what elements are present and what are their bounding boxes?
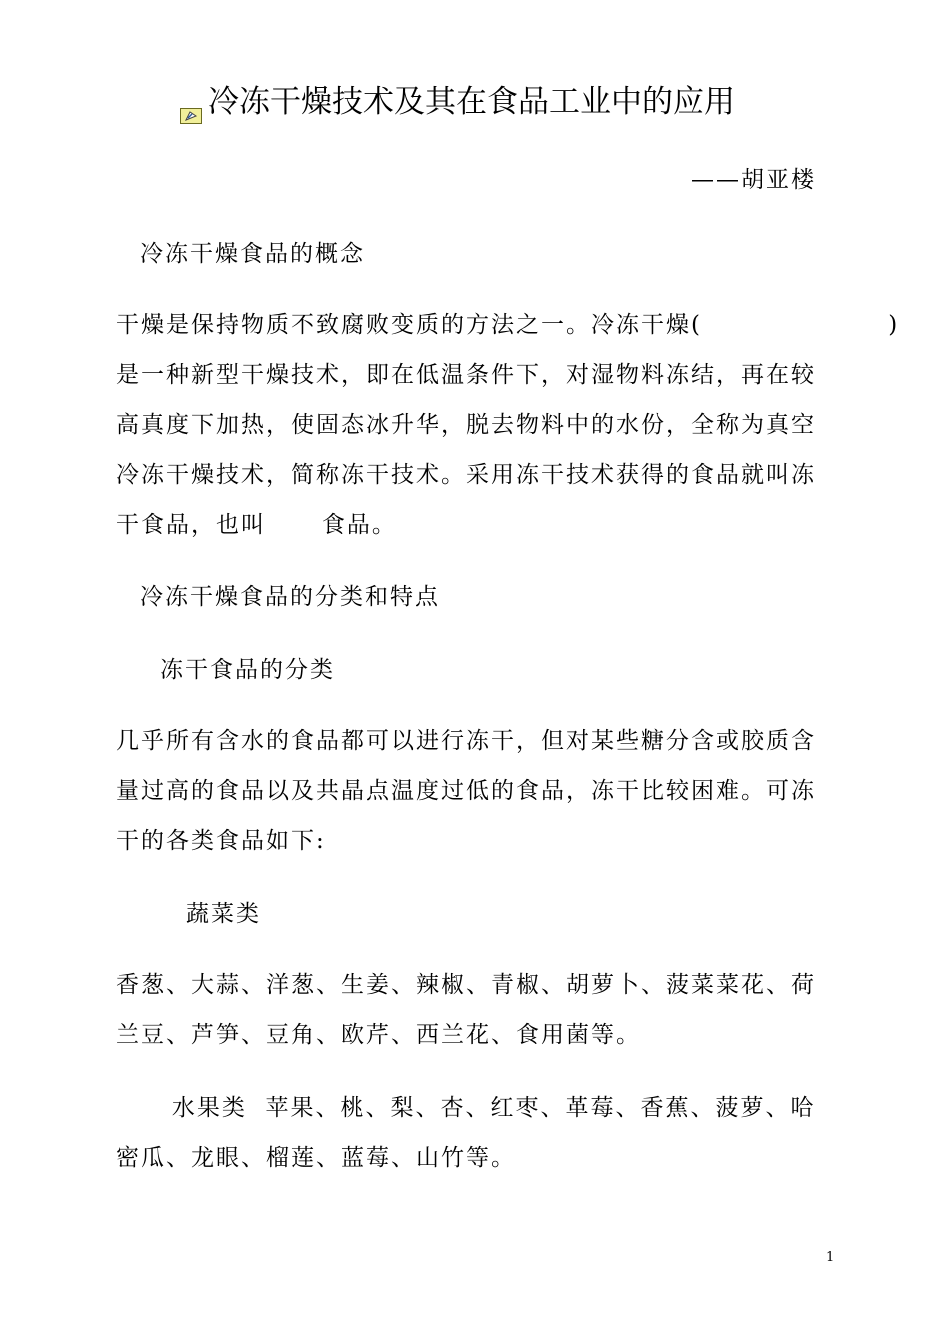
paragraph-line: 高真度下加热，使固态冰升华，脱去物料中的水份，全称为真空	[116, 412, 816, 438]
paragraph-line: 密瓜、龙眼、榴莲、蓝莓、山竹等。	[116, 1145, 516, 1171]
paragraph-line: 兰豆、芦笋、豆角、欧芹、西兰花、食用菌等。	[116, 1022, 641, 1048]
document-title: 冷冻干燥技术及其在食品工业中的应用	[208, 84, 735, 120]
paragraph-line: 是一种新型干燥技术，即在低温条件下，对湿物料冻结，再在较	[116, 362, 816, 388]
document-link-icon-glyph	[184, 110, 198, 122]
paragraph-classification	[116, 716, 838, 866]
document-link-icon[interactable]	[180, 108, 202, 124]
paragraph-line: 干食品，也叫 食品。	[116, 512, 397, 538]
paragraph-concept	[116, 300, 900, 550]
paragraph-line: 干的各类食品如下:	[116, 828, 326, 854]
paragraph-line: 香葱、大蒜、洋葱、生姜、辣椒、青椒、胡萝卜、菠菜菜花、荷	[116, 972, 816, 998]
paragraph-vegetables	[116, 960, 838, 1060]
document-author: ——胡亚楼	[691, 167, 816, 193]
paragraph-line: 量过高的食品以及共晶点温度过低的食品，冻干比较困难。可冻	[116, 778, 816, 804]
page-number: 1	[826, 1250, 835, 1265]
paragraph-line: 几乎所有含水的食品都可以进行冻干，但对某些糖分含或胶质含	[116, 728, 816, 754]
paragraph-fruits	[116, 1083, 838, 1183]
paragraph-line: 水果类 苹果、桃、梨、杏、红枣、革莓、香蕉、菠萝、哈	[116, 1095, 816, 1121]
title-row	[180, 80, 860, 124]
paragraph-line: 冷冻干燥技术，简称冻干技术。采用冻干技术获得的食品就叫冻	[116, 462, 816, 488]
subheading-classification: 冻干食品的分类	[160, 657, 335, 683]
paragraph-line: 干燥是保持物质不致腐败变质的方法之一。冷冻干燥( )	[116, 312, 900, 338]
category-label-vegetables: 蔬菜类	[186, 901, 261, 927]
section-heading-concept: 冷冻干燥食品的概念	[140, 241, 365, 267]
section-heading-classification: 冷冻干燥食品的分类和特点	[140, 584, 440, 610]
